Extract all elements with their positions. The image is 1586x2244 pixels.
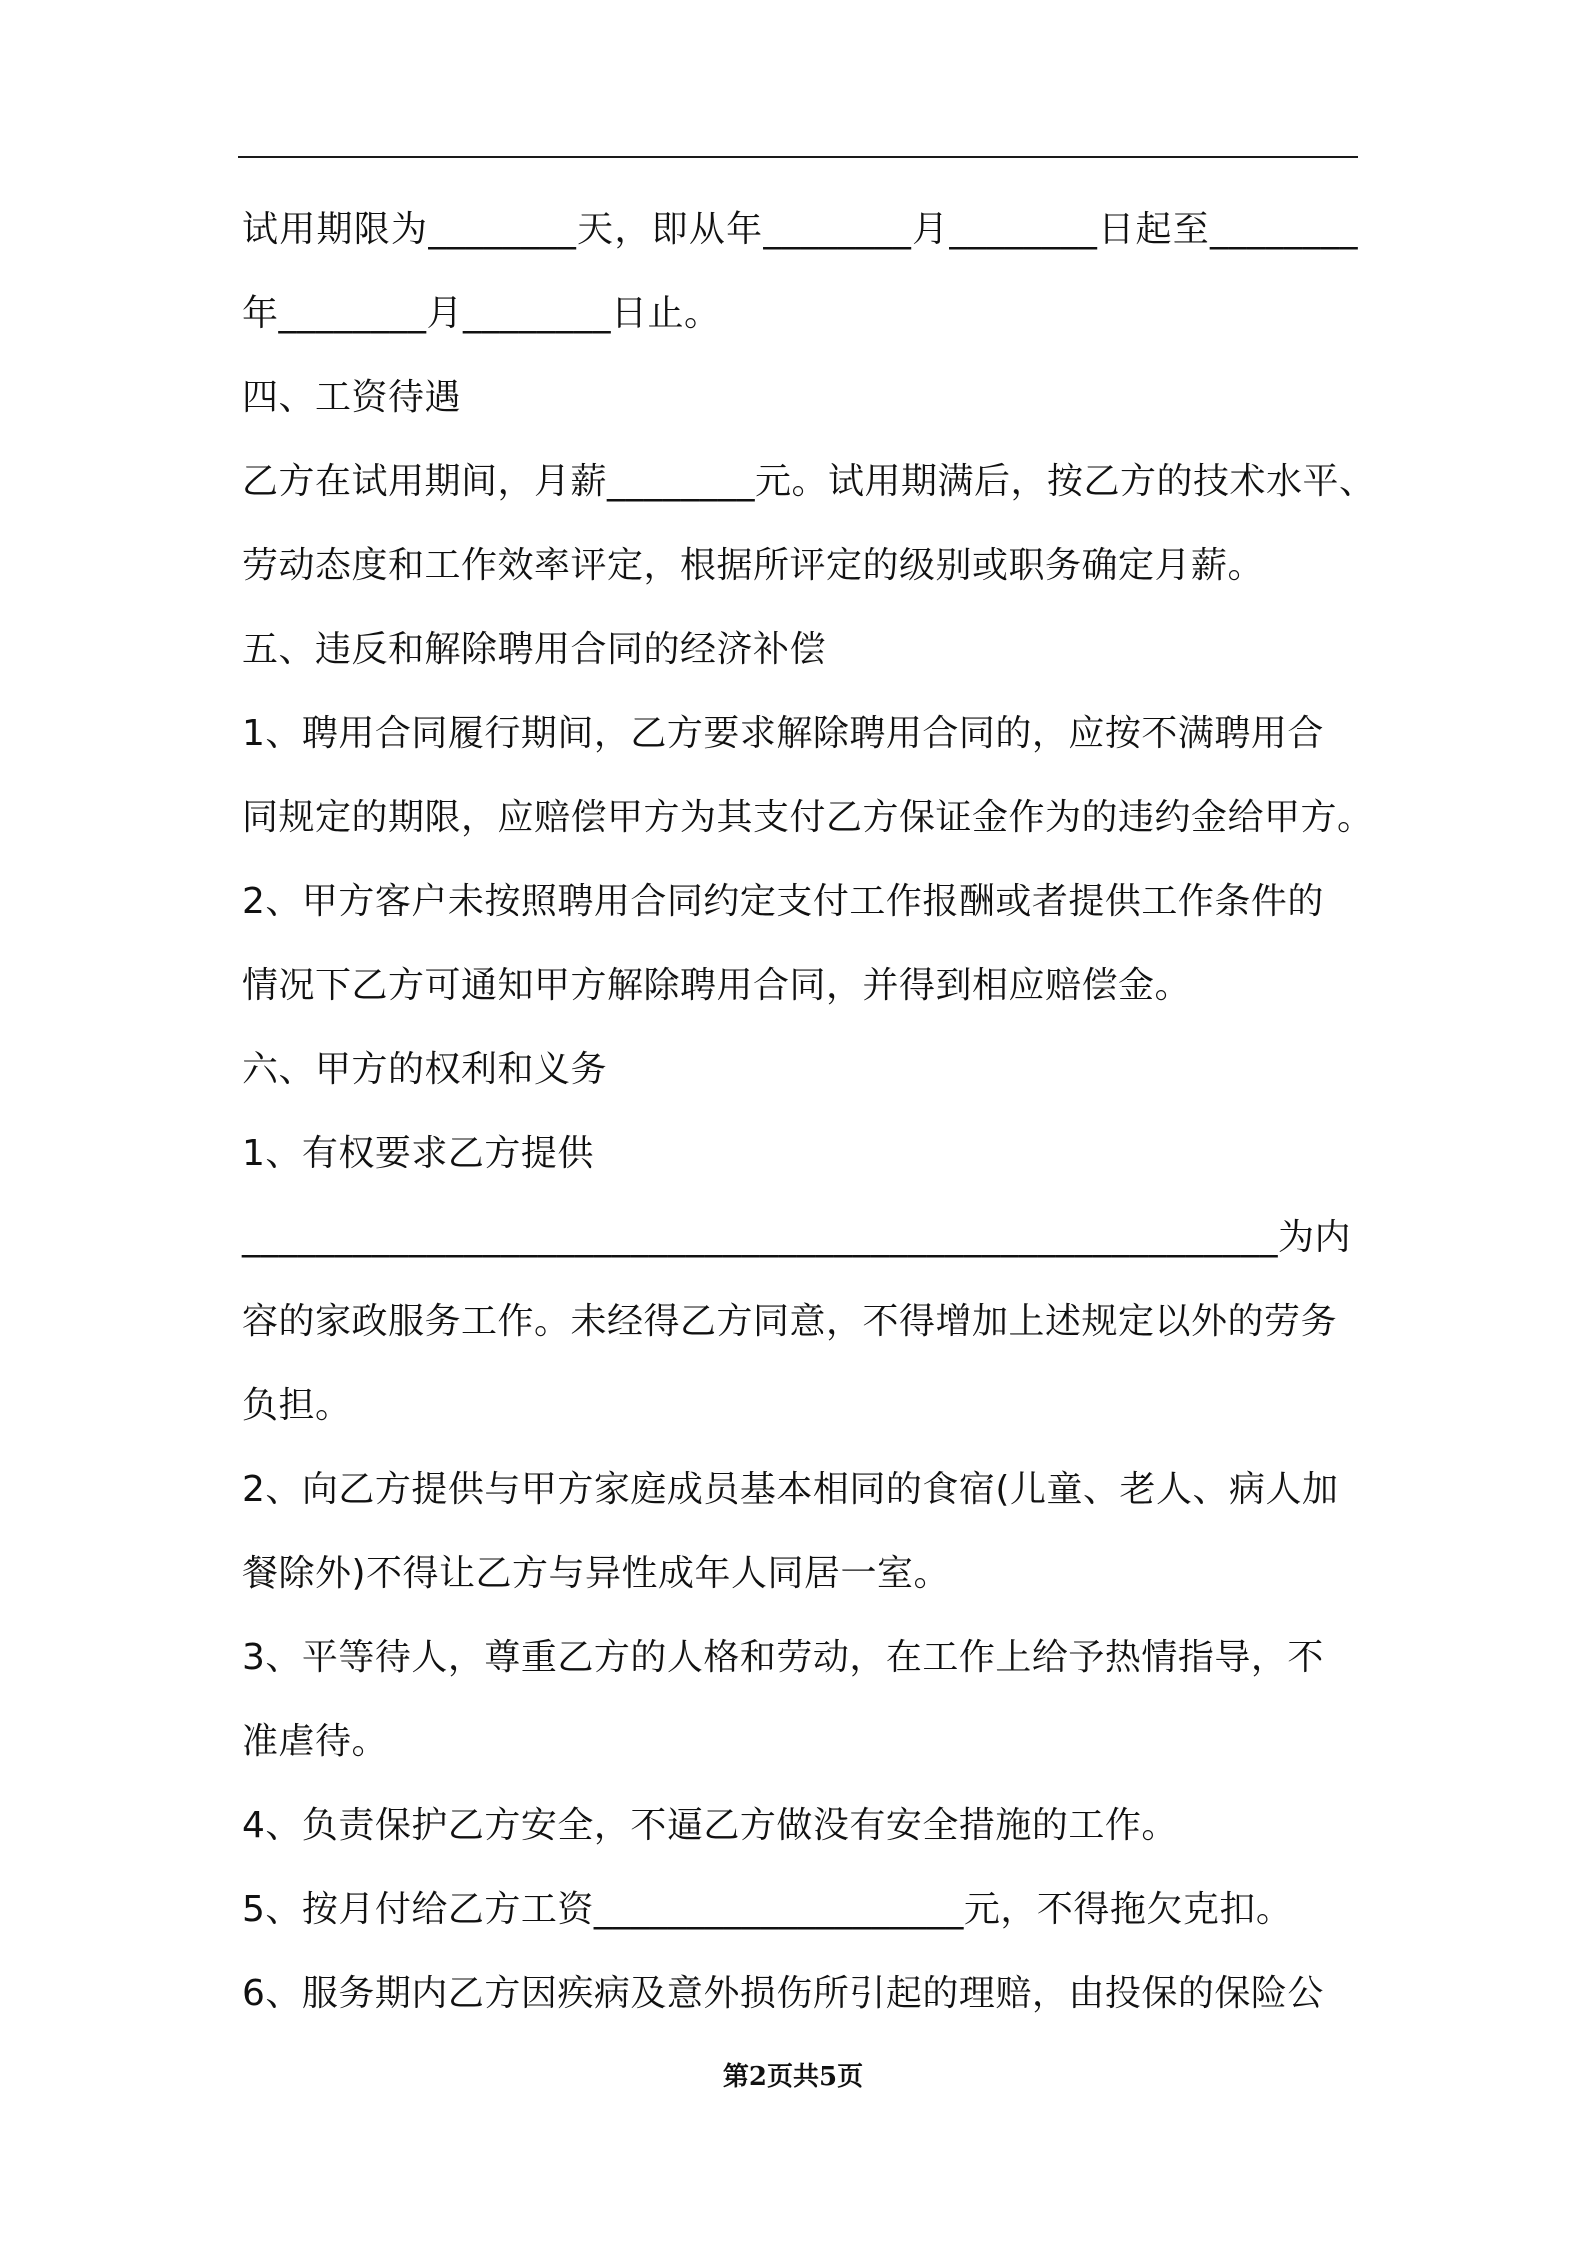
- text-line: ________________________________________________________为内: [242, 1217, 1351, 1258]
- text-line: 乙方在试用期间，月薪________元。试用期满后，按乙方的技术水平、: [242, 461, 1376, 502]
- text-line: 6、服务期内乙方因疾病及意外损伤所引起的理赔，由投保的保险公: [242, 1973, 1324, 2014]
- section-heading: 五、违反和解除聘用合同的经济补偿: [242, 629, 827, 670]
- text-line: 容的家政服务工作。未经得乙方同意，不得增加上述规定以外的劳务: [242, 1301, 1338, 1342]
- text-line: 准虐待。: [242, 1721, 389, 1762]
- text-line: 2、向乙方提供与甲方家庭成员基本相同的食宿(儿童、老人、病人加: [242, 1469, 1339, 1510]
- text-line: 4、负责保护乙方安全，不逼乙方做没有安全措施的工作。: [242, 1805, 1178, 1846]
- text-line: 5、按月付给乙方工资____________________元，不得拖欠克扣。: [242, 1889, 1293, 1930]
- header-rule: [238, 156, 1358, 158]
- text-line: 情况下乙方可通知甲方解除聘用合同，并得到相应赔偿金。: [242, 965, 1192, 1006]
- text-line: 餐除外)不得让乙方与异性成年人同居一室。: [242, 1553, 951, 1594]
- text-line: 同规定的期限，应赔偿甲方为其支付乙方保证金作为的违约金给甲方。: [242, 797, 1374, 838]
- text-line: 3、平等待人，尊重乙方的人格和劳动，在工作上给予热情指导，不: [242, 1637, 1324, 1678]
- document-body: [242, 196, 1392, 2044]
- page-number: 第2页共5页: [722, 2062, 864, 2092]
- section-heading: 四、工资待遇: [242, 377, 462, 418]
- text-line: 负担。: [242, 1385, 352, 1426]
- section-heading: 六、甲方的权利和义务: [242, 1049, 608, 1090]
- text-line: 1、有权要求乙方提供: [242, 1133, 594, 1174]
- text-line: 试用期限为________天，即从年________月________日起至________: [242, 209, 1358, 250]
- text-line: 劳动态度和工作效率评定，根据所评定的级别或职务确定月薪。: [242, 545, 1265, 586]
- text-line: 年________月________日止。: [242, 293, 721, 334]
- text-line: 2、甲方客户未按照聘用合同约定支付工作报酬或者提供工作条件的: [242, 881, 1324, 922]
- text-line: 1、聘用合同履行期间，乙方要求解除聘用合同的，应按不满聘用合: [242, 713, 1324, 754]
